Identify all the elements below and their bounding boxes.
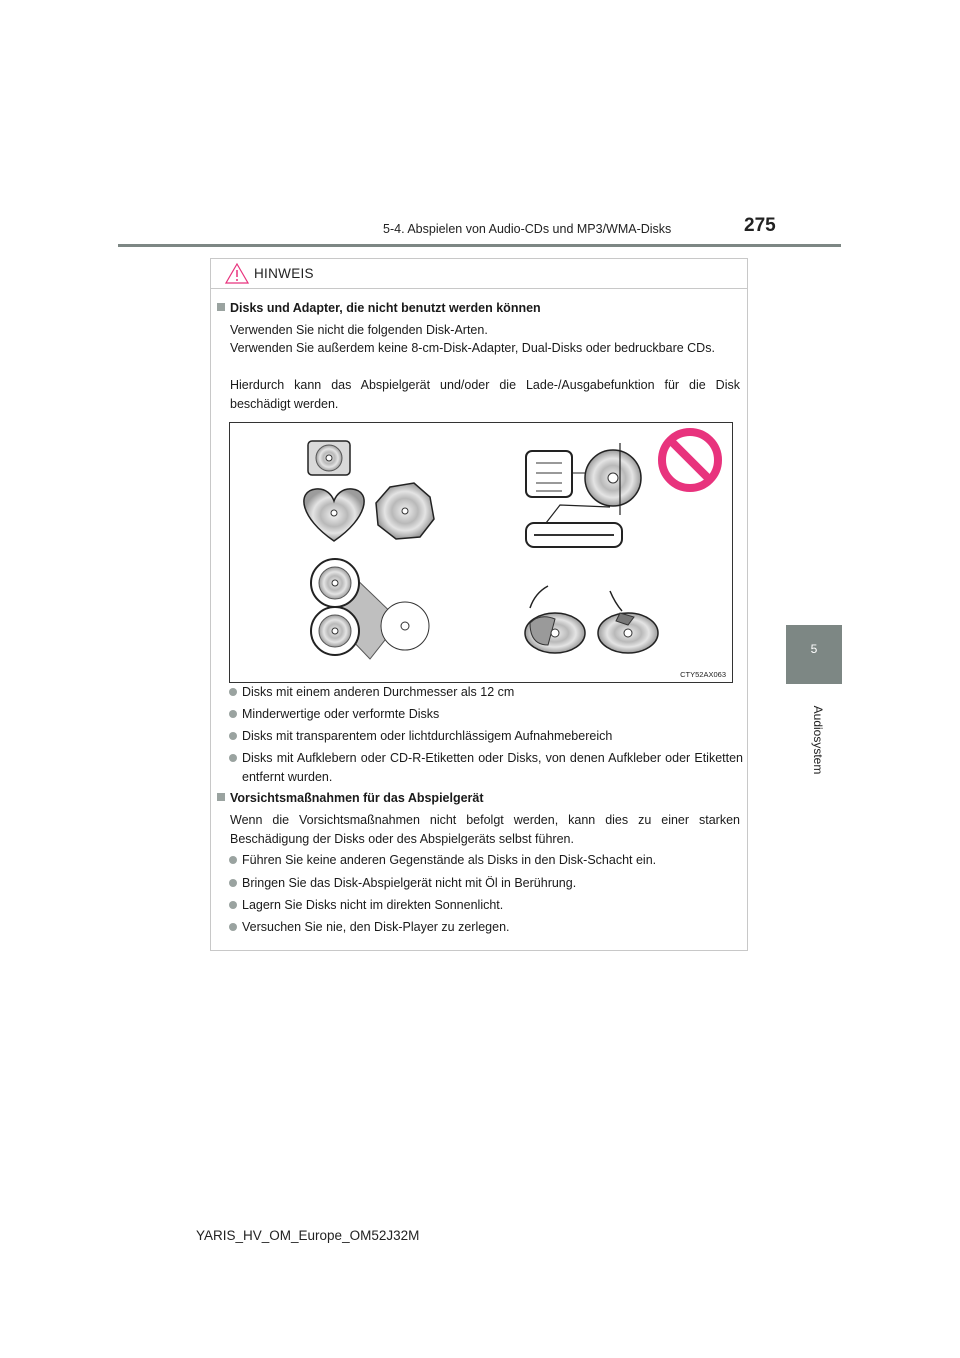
section1-paragraph: Verwenden Sie nicht die folgenden Disk-Arten. [230, 323, 488, 337]
chapter-label: Audiosystem [811, 705, 825, 775]
square-bullet-icon [217, 793, 225, 801]
list-item: Disks mit Aufklebern oder CD-R-Etiketten oder Disks, von denen Aufkleber oder Etiketten entfernt wurden. [228, 749, 743, 786]
bullet-icon [229, 923, 237, 931]
list-item: Disks mit transparentem oder lichtdurchlässigem Aufnahmebereich [228, 727, 743, 746]
list-item: Lagern Sie Disks nicht im direkten Sonnenlicht. [228, 896, 743, 915]
disk-types-drawing [230, 423, 732, 682]
bullet-icon [229, 732, 237, 740]
section-title-disks: Disks und Adapter, die nicht benutzt werden können [217, 301, 541, 315]
bullet-icon [229, 688, 237, 696]
list-item: Minderwertige oder verformte Disks [228, 705, 743, 724]
notice-header [211, 259, 747, 289]
section2-paragraph: Wenn die Vorsichtsmaßnahmen nicht befolgt werden, kann dies zu einer starken Beschädigung der Disks oder des Abspielgeräts selbst führen. [230, 813, 740, 846]
disk-illustration [229, 422, 733, 683]
list-item: Versuchen Sie nie, den Disk-Player zu zerlegen. [228, 918, 743, 937]
chapter-number: 5 [810, 642, 818, 656]
notice-box [210, 258, 748, 951]
notice-title: HINWEIS [254, 266, 314, 281]
bullet-icon [229, 879, 237, 887]
illustration-code: CTY52AX063 [680, 670, 726, 679]
list-item: Disks mit einem anderen Durchmesser als 12 cm [228, 683, 743, 702]
header-section-title: 5-4. Abspielen von Audio-CDs und MP3/WMA-Disks [383, 222, 672, 236]
chapter-tab[interactable] [786, 625, 842, 684]
section1-paragraph-3: Hierdurch kann das Abspielgerät und/oder die Lade-/Ausgabefunktion für die Disk beschädigt werden. [230, 378, 740, 411]
section1-paragraph-2: Verwenden Sie außerdem keine 8-cm-Disk-Adapter, Dual-Disks oder bedruckbare CDs. [230, 341, 715, 355]
list-item: Führen Sie keine anderen Gegenstände als Disks in den Disk-Schacht ein. [228, 851, 743, 870]
bullet-icon [229, 901, 237, 909]
section-title-precautions: Vorsichtsmaßnahmen für das Abspielgerät [217, 791, 484, 805]
bullet-icon [229, 710, 237, 718]
page-number: 275 [744, 215, 776, 236]
header-rule [118, 244, 841, 247]
footer-doc-id: YARIS_HV_OM_Europe_OM52J32M [196, 1228, 420, 1243]
list-item: Bringen Sie das Disk-Abspielgerät nicht mit Öl in Berührung. [228, 874, 743, 893]
warning-icon [225, 263, 249, 284]
bullet-icon [229, 856, 237, 864]
bullet-icon [229, 754, 237, 762]
square-bullet-icon [217, 303, 225, 311]
